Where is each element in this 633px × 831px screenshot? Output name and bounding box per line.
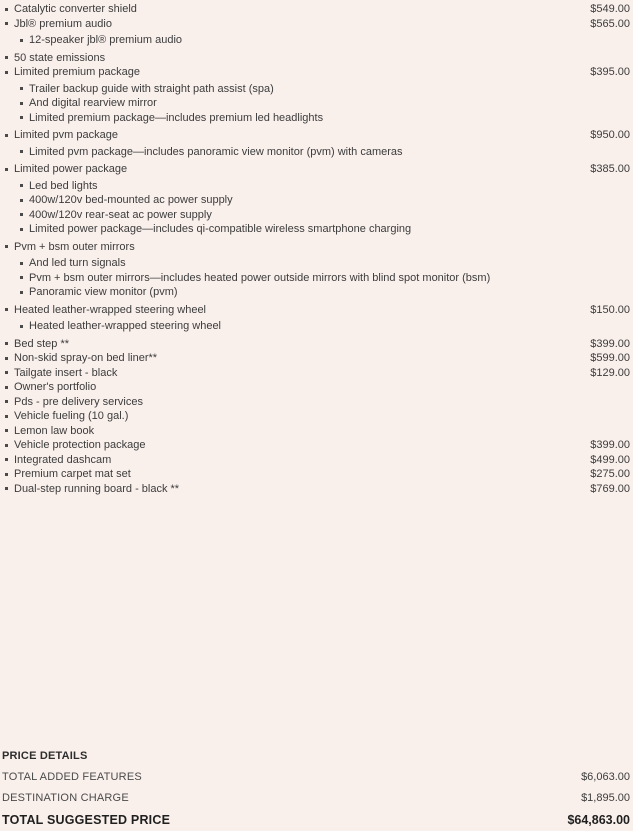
- bullet-icon: [20, 184, 23, 187]
- bullet-icon: [5, 473, 8, 476]
- feature-price: $129.00: [590, 366, 630, 379]
- bullet-icon: [20, 276, 23, 279]
- bullet-icon: [5, 168, 8, 171]
- bullet-icon: [20, 116, 23, 119]
- price-details-heading: PRICE DETAILS: [2, 750, 88, 762]
- feature-label: Integrated dashcam: [14, 453, 112, 466]
- bullet-icon: [5, 71, 8, 74]
- feature-price: $950.00: [590, 129, 630, 141]
- feature-label: Non-skid spray-on bed liner**: [14, 352, 158, 364]
- feature-sub-label: Limited pvm package—includes panoramic view monitor (pvm) with cameras: [29, 145, 403, 158]
- feature-item: [0, 467, 633, 482]
- bullet-icon: [5, 245, 8, 248]
- feature-item: [0, 409, 633, 424]
- feature-item: [0, 482, 633, 497]
- bullet-icon: [20, 325, 23, 328]
- feature-item: [0, 2, 633, 17]
- feature-price: $275.00: [590, 468, 630, 480]
- feature-sub-label: Panoramic view monitor (pvm): [29, 286, 178, 298]
- feature-sub-label: Led bed lights: [29, 179, 98, 192]
- bullet-icon: [5, 134, 8, 137]
- bullet-icon: [5, 487, 8, 490]
- price-detail-value: $1,895.00: [581, 792, 630, 804]
- feature-item: [0, 17, 633, 32]
- bullet-icon: [20, 199, 23, 202]
- feature-label: Tailgate insert - black: [14, 366, 118, 379]
- price-detail-label: TOTAL SUGGESTED PRICE: [2, 813, 171, 827]
- feature-label: Dual-step running board - black **: [14, 482, 180, 495]
- feature-sub-list: [0, 145, 633, 160]
- feature-price: $549.00: [590, 3, 630, 15]
- feature-price: $399.00: [590, 439, 630, 451]
- feature-label: Jbl® premium audio: [14, 17, 112, 30]
- feature-price: $499.00: [590, 453, 630, 466]
- feature-item: [0, 380, 633, 395]
- feature-sub-label: 400w/120v rear-seat ac power supply: [29, 208, 212, 221]
- bullet-icon: [5, 400, 8, 403]
- feature-label: Limited premium package: [14, 66, 140, 78]
- feature-sub-item: [0, 222, 633, 237]
- feature-label: Owner's portfolio: [14, 381, 97, 393]
- feature-label: 50 state emissions: [14, 51, 106, 64]
- price-detail-value: $6,063.00: [581, 771, 630, 783]
- bullet-icon: [5, 56, 8, 59]
- feature-price: $599.00: [590, 352, 630, 364]
- feature-label: Limited pvm package: [14, 129, 118, 141]
- feature-price: $385.00: [590, 163, 630, 175]
- feature-item: [0, 337, 633, 352]
- feature-label: Bed step **: [14, 337, 70, 350]
- feature-item: [0, 438, 633, 453]
- feature-price: $150.00: [590, 303, 630, 316]
- feature-sub-list: [0, 319, 633, 334]
- bullet-icon: [5, 444, 8, 447]
- feature-item: [0, 240, 633, 255]
- bullet-icon: [20, 262, 23, 265]
- feature-sub-label: 12-speaker jbl® premium audio: [29, 34, 183, 46]
- feature-sub-item: [0, 256, 633, 271]
- feature-sub-item: [0, 33, 633, 48]
- feature-sub-label: Limited power package—includes qi-compatible wireless smartphone charging: [29, 223, 412, 235]
- feature-label: Pds - pre delivery services: [14, 395, 143, 408]
- feature-label: Lemon law book: [14, 424, 95, 437]
- feature-sub-list: [0, 33, 633, 48]
- bullet-icon: [5, 386, 8, 389]
- bullet-icon: [20, 228, 23, 231]
- bullet-icon: [5, 458, 8, 461]
- feature-item: [0, 162, 633, 177]
- feature-sub-label: Limited premium package—includes premium led headlights: [29, 111, 324, 124]
- feature-label: Pvm + bsm outer mirrors: [14, 240, 135, 253]
- feature-sub-item: [0, 179, 633, 194]
- bullet-icon: [5, 22, 8, 25]
- feature-item: [0, 65, 633, 80]
- bullet-icon: [20, 150, 23, 153]
- feature-item: [0, 128, 633, 143]
- feature-sub-item: [0, 145, 633, 160]
- feature-price: $395.00: [590, 66, 630, 78]
- bullet-icon: [5, 342, 8, 345]
- feature-sub-label: And led turn signals: [29, 257, 126, 269]
- bullet-icon: [20, 87, 23, 90]
- feature-sub-label: And digital rearview mirror: [29, 97, 157, 109]
- bullet-icon: [20, 291, 23, 294]
- bullet-icon: [5, 429, 8, 432]
- feature-sub-list: [0, 256, 633, 300]
- feature-label: Premium carpet mat set: [14, 468, 131, 480]
- feature-sub-item: [0, 193, 633, 208]
- feature-item: [0, 453, 633, 468]
- bullet-icon: [5, 415, 8, 418]
- feature-sub-item: [0, 208, 633, 223]
- feature-item: [0, 395, 633, 410]
- feature-sub-item: [0, 319, 633, 334]
- feature-price: $399.00: [590, 337, 630, 350]
- bullet-icon: [5, 357, 8, 360]
- bullet-icon: [5, 371, 8, 374]
- feature-price: $769.00: [590, 482, 630, 495]
- bullet-icon: [5, 8, 8, 11]
- feature-item: [0, 51, 633, 66]
- feature-sub-item: [0, 111, 633, 126]
- feature-label: Vehicle fueling (10 gal.): [14, 410, 129, 422]
- bullet-icon: [20, 39, 23, 42]
- feature-sub-item: [0, 96, 633, 111]
- feature-sub-label: Heated leather-wrapped steering wheel: [29, 320, 222, 332]
- feature-sub-label: Pvm + bsm outer mirrors—includes heated power outside mirrors with blind spot monitor (bsm): [29, 271, 491, 284]
- feature-label: Catalytic converter shield: [14, 3, 137, 15]
- feature-sub-label: Trailer backup guide with straight path assist (spa): [29, 82, 274, 95]
- price-detail-row: [2, 813, 630, 827]
- feature-label: Limited power package: [14, 163, 128, 175]
- price-detail-value: $64,863.00: [567, 813, 630, 827]
- feature-sub-item: [0, 82, 633, 97]
- bullet-icon: [20, 102, 23, 105]
- feature-sub-label: 400w/120v bed-mounted ac power supply: [29, 194, 233, 206]
- feature-item: [0, 366, 633, 381]
- feature-label: Vehicle protection package: [14, 439, 146, 451]
- feature-sub-list: [0, 82, 633, 126]
- feature-sub-item: [0, 285, 633, 300]
- price-detail-label: TOTAL ADDED FEATURES: [2, 771, 142, 783]
- price-detail-row: [2, 771, 630, 783]
- feature-item: [0, 424, 633, 439]
- feature-item: [0, 351, 633, 366]
- feature-label: Heated leather-wrapped steering wheel: [14, 303, 207, 316]
- price-detail-row: [2, 792, 630, 804]
- bullet-icon: [20, 213, 23, 216]
- price-detail-label: DESTINATION CHARGE: [2, 792, 129, 804]
- price-details-rows: [2, 771, 630, 827]
- feature-item: [0, 303, 633, 318]
- bullet-icon: [5, 308, 8, 311]
- feature-sub-item: [0, 271, 633, 286]
- price-details-section: [2, 750, 630, 827]
- feature-sub-list: [0, 179, 633, 237]
- feature-price: $565.00: [590, 17, 630, 30]
